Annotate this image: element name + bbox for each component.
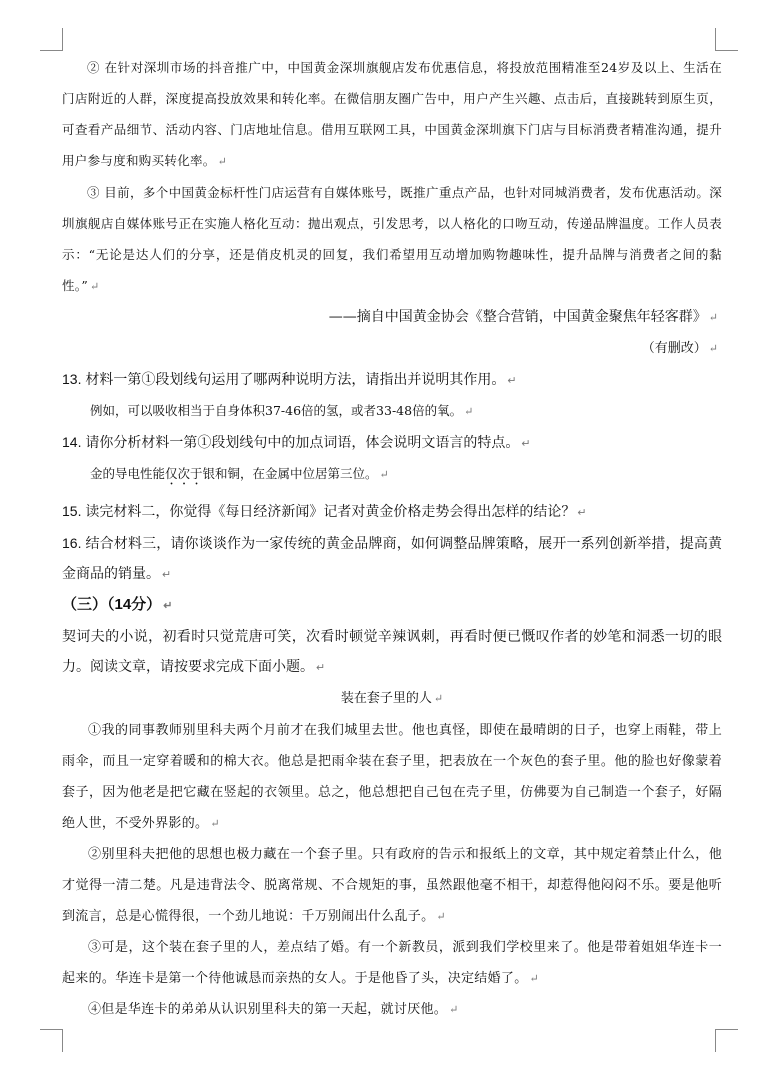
revision-note: （有删改） ↵ (641, 341, 718, 356)
story-paragraph-3: ③可是，这个装在套子里的人，差点结了婚。有一个新教员，派到我们学校里来了。他是带着姐姐华连卡一起来的。华连卡是第一个待他诚恳而亲热的女人。于是他昏了头，决定结婚了。 ↵ (62, 940, 722, 986)
question-16: 16. 结合材料三，请你谈谈作为一家传统的黄金品牌商，如何调整品牌策略，展开一系列创新举措，提高黄金商品的销量。 ↵ (62, 535, 722, 581)
question-15: 15. 读完材料二，你觉得《每日经济新闻》记者对黄金价格走势会得出怎样的结论？ ↵ (62, 503, 587, 519)
crop-mark-top-right (715, 28, 738, 51)
material-3-paragraph-3: ③ 目前，多个中国黄金标杆性门店运营有自媒体账号，既推广重点产品，也针对同城消费者，发布优惠活动。深圳旗舰店自媒体账号正在实施人格化互动：抛出观点，引发思考，以人格化的口吻互动，传递品牌温度。工作人员表示：“无论是达人们的分享，还是俏皮机灵的回复，我们希望用互动增加购物趣味性，提升品牌与消费者之间的黏性。” ↵ (62, 185, 722, 293)
source-citation: ——摘自中国黄金协会《整合营销，中国黄金聚焦年轻客群》 ↵ (328, 309, 718, 325)
story-paragraph-2: ②别里科夫把他的思想也极力藏在一个套子里。只有政府的告示和报纸上的文章，其中规定着禁止什么，他才觉得一清二楚。凡是违背法令、脱离常规、不合规矩的事，虽然跟他毫不相干，却惹得他闷闷不乐。要是他听到流言，总是心慌得很，一个劲儿地说：千万别闹出什么乱子。 ↵ (62, 847, 722, 924)
question-13: 13. 材料一第①段划线句运用了哪两种说明方法，请指出并说明其作用。 ↵ (62, 371, 517, 387)
story-title: 装在套子里的人 ↵ (340, 691, 444, 706)
story-paragraph-1: ①我的同事教师别里科夫两个月前才在我们城里去世。他也真怪，即使在最晴朗的日子，也穿上雨鞋，带上雨伞，而且一定穿着暖和的棉大衣。他总是把雨伞装在套子里，把表放在一个灰色的套子里。他的脸也好像蒙着套子，因为他老是把它藏在竖起的衣领里。总之，他总想把自己包在壳子里，仿佛要为自己制造一个套子，好隔绝人世，不受外界影的。 ↵ (62, 723, 722, 831)
crop-mark-top-left (40, 28, 63, 51)
question-13-example: 例如，可以吸收相当于自身体积37-46倍的氢，或者33-48倍的氧。 ↵ (90, 403, 474, 418)
question-14: 14. 请你分析材料一第①段划线句中的加点词语，体会说明文语言的特点。 ↵ (62, 434, 531, 450)
section-3-intro: 契诃夫的小说，初看时只觉荒唐可笑，次看时顿觉辛辣讽刺，再看时便已慨叹作者的妙笔和洞悉一切的眼力。阅读文章，请按要求完成下面小题。 ↵ (62, 628, 722, 674)
dotted-words: 仅次于 (165, 466, 203, 481)
document-page (62, 52, 722, 1025)
crop-mark-bottom-left (40, 1029, 63, 1052)
crop-mark-bottom-right (715, 1029, 738, 1052)
story-paragraph-4: ④但是华连卡的弟弟从认识别里科夫的第一天起，就讨厌他。 ↵ (88, 1002, 459, 1017)
question-14-example: 金的导电性能仅次于银和铜，在金属中位居第三位。 ↵ (90, 466, 389, 481)
material-3-paragraph-2: ② 在针对深圳市场的抖音推广中，中国黄金深圳旗舰店发布优惠信息，将投放范围精准至24岁及以上、生活在门店附近的人群，深度提高投放效果和转化率。在微信朋友圈广告中，用户产生兴趣、点击后，直接跳转到原生页，可查看产品细节、活动内容、门店地址信息。借用互联网工具，中国黄金深圳旗下门店与目标消费者精准沟通，提升用户参与度和购买转化率。 ↵ (62, 60, 722, 168)
section-3-heading: （三）（14分） ↵ (62, 596, 173, 613)
